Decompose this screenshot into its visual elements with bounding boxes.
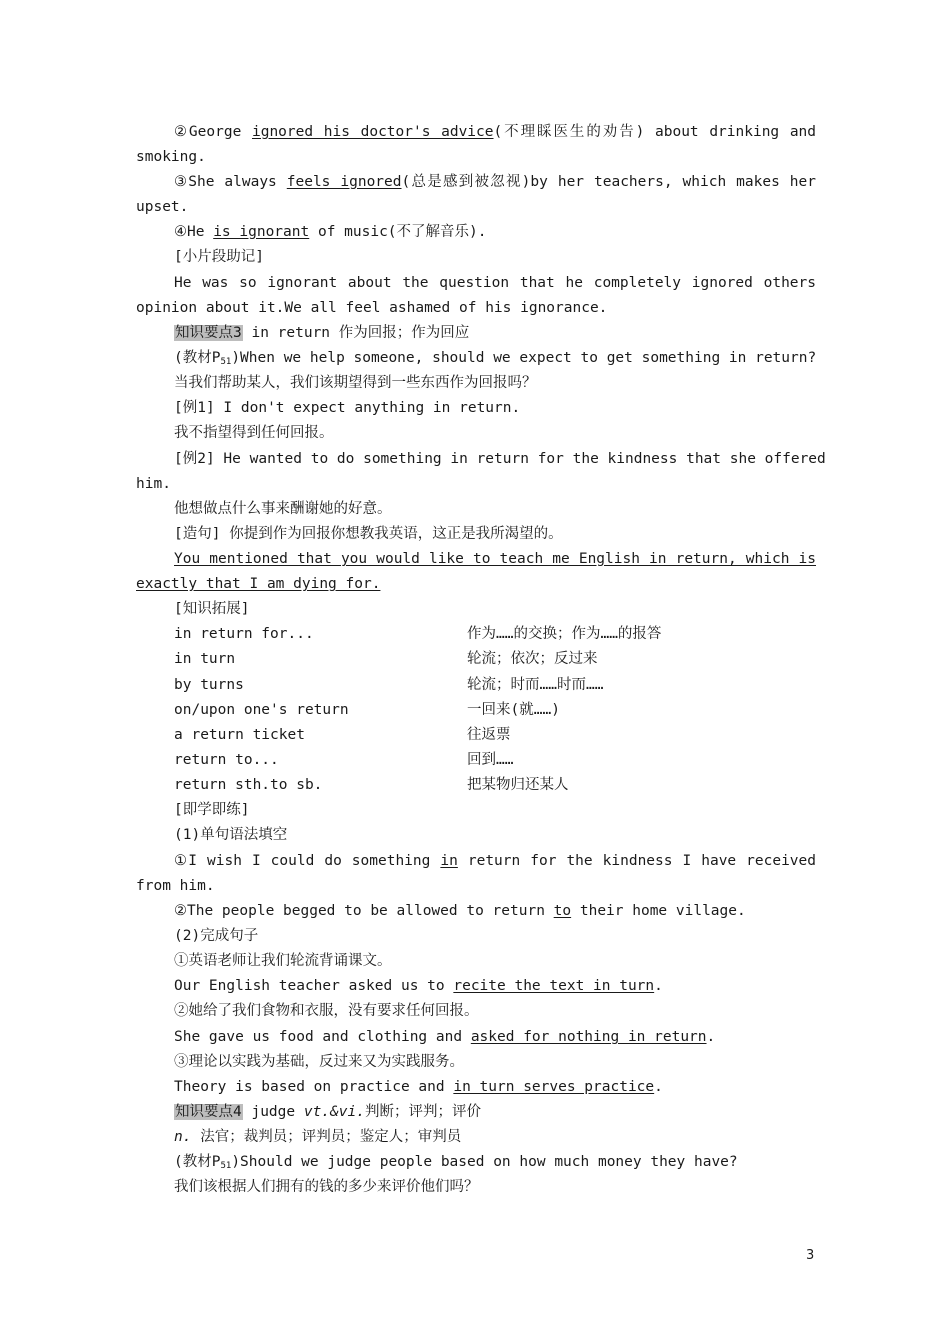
text-line: upset. — [136, 199, 189, 215]
text-line: 当我们帮助某人，我们该期望得到一些东西作为回报吗？ — [174, 375, 537, 391]
text-line: smoking. — [136, 149, 206, 165]
knowledge-point-heading: 知识要点4 judge vt.&vi.判断；评判；评价 — [175, 1104, 481, 1120]
exercise-prompt: ③理论以实践为基础，反过来又为实践服务。 — [174, 1054, 464, 1070]
answer-line: exactly that I am dying for. — [136, 576, 381, 592]
section-label: [知识拓展] — [174, 601, 250, 617]
exercise-answer: Our English teacher asked us to recite the text in turn. — [174, 978, 663, 994]
extension-term: by turns — [174, 677, 244, 693]
exercise-item: ②The people begged to be allowed to return to their home village. — [174, 903, 746, 919]
text-line: from him. — [136, 878, 215, 894]
exercise-heading: (1)单句语法填空 — [174, 827, 288, 843]
text-line: n. 法官；裁判员；评判员；鉴定人；审判员 — [174, 1129, 462, 1145]
text-line: 我不指望得到任何回报。 — [174, 425, 334, 441]
section-label: [小片段助记] — [174, 249, 264, 265]
extension-term: on/upon one's return — [174, 702, 349, 718]
example-line: [例2] He wanted to do something in return for the kindness that she offered — [174, 451, 826, 467]
extension-term: return to... — [174, 752, 279, 768]
exercise-answer: She gave us food and clothing and asked for nothing in return. — [174, 1029, 716, 1045]
extension-meaning: 作为……的交换；作为……的报答 — [467, 626, 662, 642]
text-line: 我们该根据人们拥有的钱的多少来评价他们吗？ — [174, 1179, 479, 1195]
extension-term: return sth.to sb. — [174, 777, 323, 793]
text-line: (教材$P_{51})Should$ we judge people based on how much money they have? — [174, 1154, 738, 1171]
text-line: He was so ignorant about the question that he completely ignored others — [174, 275, 816, 291]
extension-meaning: 轮流；依次；反过来 — [467, 651, 598, 667]
extension-meaning: 一回来(就……) — [467, 702, 560, 718]
text-line: 他想做点什么事来酬谢她的好意。 — [174, 501, 392, 517]
text-line: ②George ignored his doctor's advice(不理睬医生的劝告) about drinking and — [174, 124, 817, 140]
exercise-prompt: ②她给了我们食物和衣服，没有要求任何回报。 — [174, 1003, 479, 1019]
exercise-prompt: ①英语老师让我们轮流背诵课文。 — [174, 953, 392, 969]
knowledge-point-tag: 知识要点4 — [175, 1104, 242, 1120]
text-line: him. — [136, 476, 171, 492]
text-line: opinion about it.We all feel ashamed of his ignorance. — [136, 300, 608, 316]
text-line: (教材$P_{51})When$ we help someone, should we expect to get something in return? — [174, 350, 817, 367]
extension-meaning: 轮流；时而……时而…… — [467, 677, 604, 693]
extension-meaning: 把某物归还某人 — [467, 777, 569, 793]
sentence-prompt: [造句] 你提到作为回报你想教我英语，这正是我所渴望的。 — [174, 526, 563, 542]
answer-line: You mentioned that you would like to teach me English in return, which is — [174, 551, 816, 567]
example-line: [例1] I don't expect anything in return. — [174, 400, 521, 416]
knowledge-point-heading: 知识要点3 in return 作为回报；作为回应 — [175, 325, 470, 341]
extension-term: a return ticket — [174, 727, 305, 743]
extension-term: in turn — [174, 651, 236, 667]
extension-meaning: 往返票 — [467, 727, 511, 743]
knowledge-point-tag: 知识要点3 — [175, 325, 242, 341]
extension-term: in return for... — [174, 626, 314, 642]
exercise-heading: (2)完成句子 — [174, 928, 259, 944]
page-number: 3 — [806, 1248, 815, 1263]
section-label: [即学即练] — [174, 802, 250, 818]
text-line: ③She always feels ignored(总是感到被忽视)by her teachers, which makes her — [174, 174, 816, 190]
exercise-item: ①I wish I could do something in return for the kindness I have received — [174, 853, 816, 869]
extension-meaning: 回到…… — [467, 752, 514, 768]
text-line: ④He is ignorant of music(不了解音乐). — [174, 224, 487, 240]
exercise-answer: Theory is based on practice and in turn serves practice. — [174, 1079, 663, 1095]
